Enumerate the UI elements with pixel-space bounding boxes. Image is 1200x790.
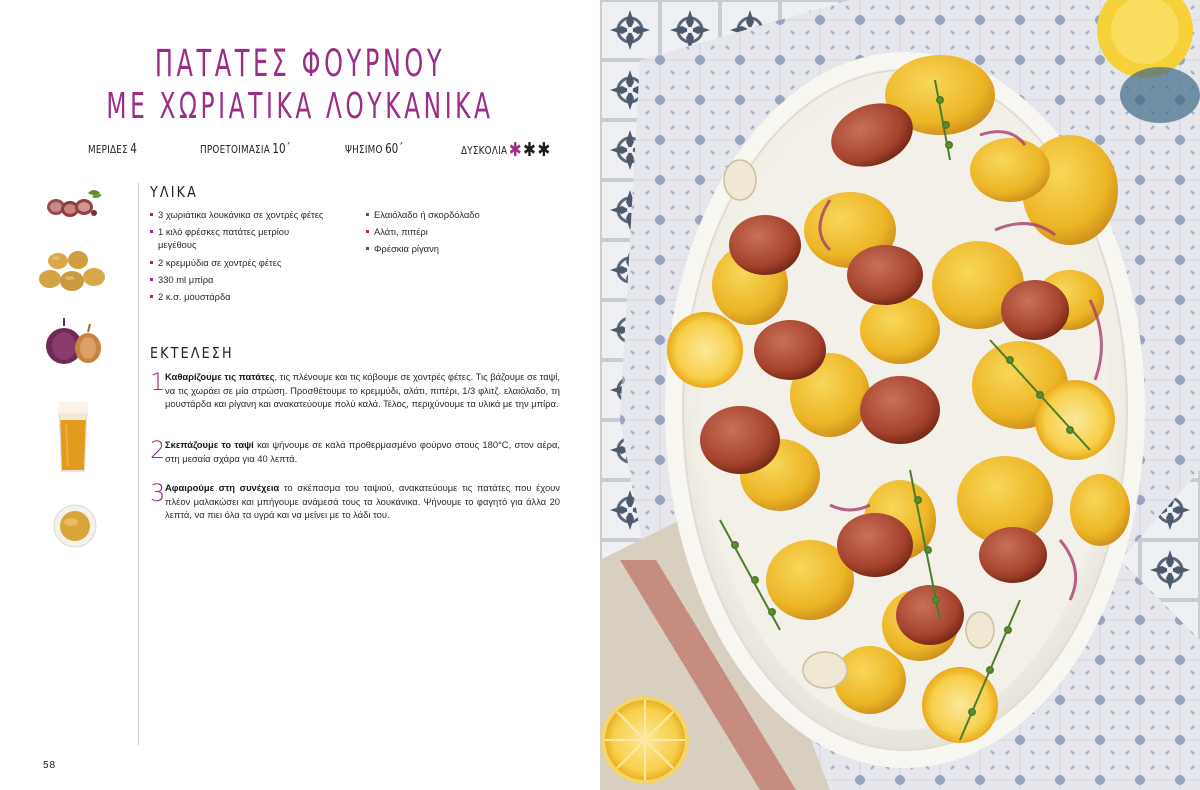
ingredients-list-main [150,208,330,307]
ingredient-item: Ελαιόλαδο ή σκορδόλαδο [366,208,546,221]
difficulty-label: ΔΥΣΚΟΛΙΑ [461,144,508,157]
ingredient-item: 3 χωριάτικα λουκάνικα σε χοντρές φέτες [150,208,330,221]
food-photo-page [600,0,1200,790]
vertical-divider [138,183,139,745]
cook-label: ΨΗΣΙΜΟ [345,143,383,156]
ingredients-heading: ΥΛΙΚΑ [150,183,198,201]
step-number: 1 [150,368,166,396]
ingredients-list-extra [366,208,546,260]
step-lead: Σκεπάζουμε το ταψί [165,439,254,450]
method-step [150,481,560,522]
potatoes-icon [36,245,110,297]
step-text [165,481,560,522]
ingredient-item: Φρέσκια ρίγανη [366,242,546,255]
method-heading: ΕΚΤΕΛΕΣΗ [150,344,234,362]
step-body: και ψήνουμε σε καλά προθερμασμένο φούρνο στους 180°C, στον αέρα, στη μεσαία σχάρα για 40 λεπτά. [165,439,560,464]
difficulty-star-filled: ✱ [508,139,524,161]
method-step [150,438,560,465]
prep-time-info [200,142,291,157]
servings-label: ΜΕΡΙΔΕΣ [88,143,128,156]
step-body: , τις πλένουμε και τις κόβουμε σε χοντρές φέτες. Τις βάζουμε σε ταψί, να τις χωράει σε μία στρώση. Προσθέτουμε το κρεμμύδι, αλάτι, πιπέρι, 1/3 φλιτζ. ελαιόλαδο, τη μουστάρδα και ρίγανη και ανακατεύουμε πολύ καλά. Τέλος, περιχύνουμε τα υλικά με την μπίρα. [165,371,560,410]
method-step [150,370,560,411]
sausage-icon [42,183,106,223]
difficulty-star-empty: ✱✱ [523,139,552,161]
beer-icon [52,398,94,476]
step-body: το σκέπασμα του ταψιού, ανακατεύουμε τις πατάτες που έχουν πλέον μαλακώσει και μπήγουμε ανάμεσά τους τα λουκάνικα. Ψήνουμε το φαγητό για άλλα 20 λεπτά, να πιει όλα τα υγρά και να μείνει με το λάδι του. [165,482,560,521]
servings-value: 4 [130,142,137,157]
food-photo [600,0,1200,790]
servings-info [88,142,137,157]
cook-value: 60΄ [385,142,404,157]
cook-time-info [345,142,404,157]
prep-value: 10΄ [272,142,291,157]
onion-icon [42,316,106,370]
ingredient-item: Αλάτι, πιπέρι [366,225,546,238]
ingredient-item: 2 κρεμμύδια σε χοντρές φέτες [150,256,330,269]
page-number: 58 [43,760,57,771]
step-number: 2 [150,436,166,464]
step-number: 3 [150,479,166,507]
difficulty-info [461,139,552,161]
prep-label: ΠΡΟΕΤΟΙΜΑΣΙΑ [200,143,270,156]
recipe-title-line1: ΠΑΤΑΤΕΣ ΦΟΥΡΝΟΥ [154,42,446,85]
step-text [165,438,560,465]
mustard-icon [52,503,98,549]
ingredient-item: 2 κ.σ. μουστάρδα [150,290,330,303]
ingredient-item: 1 κιλό φρέσκες πατάτες μετρίου μεγέθους [150,225,330,251]
ingredient-item: 330 ml μπίρα [150,273,330,286]
difficulty-stars [509,139,552,161]
step-lead: Αφαιρούμε στη συνέχεια [165,482,280,493]
step-text [165,370,560,411]
recipe-title-line2: ΜΕ ΧΩΡΙΑΤΙΚΑ ΛΟΥΚΑΝΙΚΑ [106,86,494,127]
step-lead: Καθαρίζουμε τις πατάτες [165,371,275,382]
